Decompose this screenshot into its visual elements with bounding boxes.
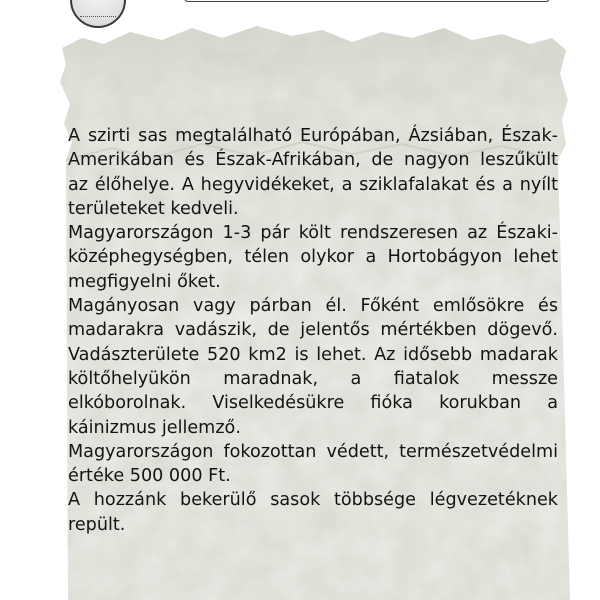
paragraph-hungary-breeding: Magyarországon 1-3 pár költ rendszeresen az Északi-középhegységben, télen olykor a Hortobágyon lehet megfigyelni őket. xyxy=(68,223,558,292)
paragraph-behavior: Magányosan vagy párban él. Főként emlősökre és madarakra vadászik, de jelentős mértékben dögevő. Vadászterülete 520 km2 is lehet. Az idősebb madarak költőhelyükön maradnak, a fiatalok messze elkóborolnak. Viselkedésükre fióka korukban a káinizmus jellemző. xyxy=(68,296,558,438)
header-box xyxy=(184,0,550,2)
article-text xyxy=(68,124,558,537)
paragraph-protection: Magyarországon fokozottan védett, természetvédelmi értéke 500 000 Ft. xyxy=(68,441,558,487)
paragraph-habitat: A szirti sas megtalálható Európában, Ázsiában, Észak-Amerikában és Észak-Afrikában, de nagyon leszűkült az élőhelye. A hegyvidékeket, a sziklafalakat és a nyílt területeket kedveli. xyxy=(68,126,558,219)
paragraph-threats: A hozzánk bekerülő sasok többsége légvezetéknek repült. xyxy=(68,490,558,535)
